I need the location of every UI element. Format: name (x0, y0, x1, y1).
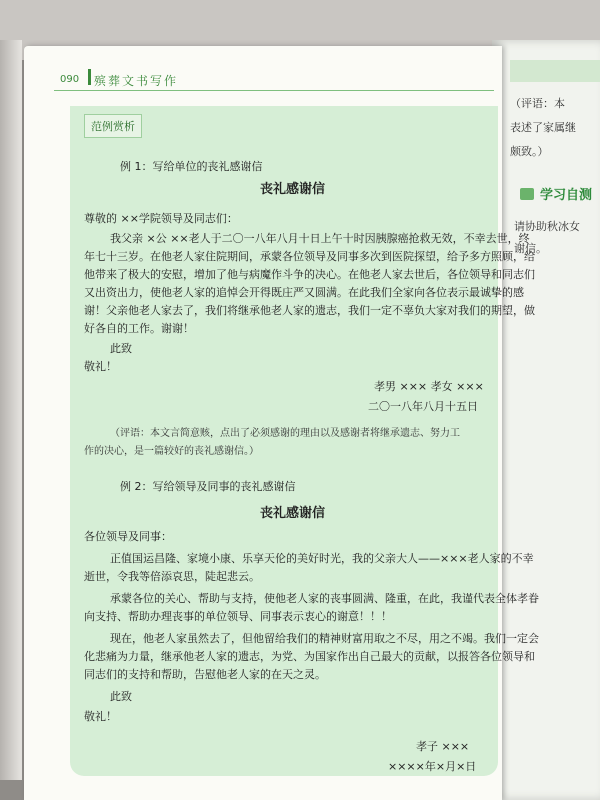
example2-heading: 例 2：写给领导及同事的丧礼感谢信 (120, 480, 296, 493)
example1-body-line: 又出资出力，使他老人家的追悼会开得既庄严又圆满。在此我们全家向各位表示最诚挚的感 (84, 286, 524, 299)
example1-comment-line: 作的决心，是一篇较好的丧礼感谢信。） (84, 446, 259, 457)
example2-salute: 敬礼！ (84, 710, 117, 723)
page-stack-edge (0, 40, 22, 780)
example2-title: 丧礼感谢信 (260, 506, 326, 521)
example1-body-line: 他带来了极大的安慰，增加了他与病魔作斗争的决心。在他老人家去世后，各位领导和同志们 (84, 268, 535, 281)
page-number: 090 (60, 74, 80, 85)
example1-comment-line: （评语：本文言简意赅，点出了必须感谢的理由以及感谢者将继承遗志、努力工 (110, 428, 460, 439)
example1-signature: 孝男 ××× 孝女 ××× (374, 380, 484, 393)
right-header-strip (510, 60, 600, 82)
example2-body-line: 逝世，令我等倍添哀思，陡起悲云。 (84, 570, 260, 583)
example2-body-line: 同志们的支持和帮助，告慰他老人家的在天之灵。 (84, 668, 326, 681)
example2-body-line: 承蒙各位的关心、帮助与支持，使他老人家的丧事圆满、隆重，在此，我谨代表全体孝眷 (110, 592, 539, 605)
example1-title: 丧礼感谢信 (260, 182, 326, 197)
header-bar (88, 69, 91, 85)
right-page-comment: （评语：本 表述了家属继 颇致。） (510, 97, 576, 158)
example2-body-line: 向支持、帮助办理丧事的单位领导、同事表示衷心的谢意！！！ (84, 610, 392, 623)
right-heading-label: 学习自测 (540, 188, 593, 203)
section-tag: 范例赏析 (84, 114, 142, 138)
example1-salutation: 尊敬的 ××学院领导及同志们： (84, 212, 238, 225)
right-page-heading (520, 184, 592, 203)
example2-body-line: 正值国运昌隆、家境小康、乐享天伦的美好时光，我的父亲大人——×××老人家的不幸 (110, 552, 534, 565)
left-page (24, 46, 539, 800)
example1-salute: 敬礼！ (84, 360, 117, 373)
example1-closing: 此致 (110, 342, 132, 355)
example1-date: 二〇一八年八月十五日 (368, 400, 478, 413)
example2-closing: 此致 (110, 690, 132, 703)
example1-heading: 例 1：写给单位的丧礼感谢信 (120, 160, 263, 173)
example2-body-line: 现在，他老人家虽然去了，但他留给我们的精神财富用取之不尽，用之不竭。我们一定会 (110, 632, 539, 645)
study-icon (520, 188, 534, 200)
example1-body-line: 我父亲 ×公 ××老人于二〇一八年八月十日上午十时因胰腺癌抢救无效，不幸去世，终 (110, 232, 530, 245)
example2-date: ××××年×月×日 (388, 760, 477, 773)
example1-body-line: 好各自的工作。谢谢！ (84, 322, 194, 335)
header-rule (54, 90, 494, 91)
example1-body-line: 谢！父亲他老人家去了，我们将继承他老人家的遗志，我们一定不辜负大家对我们的期望，做 (84, 304, 535, 317)
example2-signature: 孝子 ××× (416, 740, 470, 753)
right-page-text: 请协助秋冰女 谢信。 (514, 220, 580, 255)
example2-salutation: 各位领导及同事： (84, 530, 172, 543)
example1-body-line: 年七十三岁。在他老人家住院期间，承蒙各位领导及同事多次到医院探望，给予多方照顾，给 (84, 250, 535, 263)
example2-body-line: 化悲痛为力量，继承他老人家的遗志，为党、为国家作出自己最大的贡献，以报答各位领导和 (84, 650, 535, 663)
running-title: 殡葬文书写作 (94, 74, 179, 88)
